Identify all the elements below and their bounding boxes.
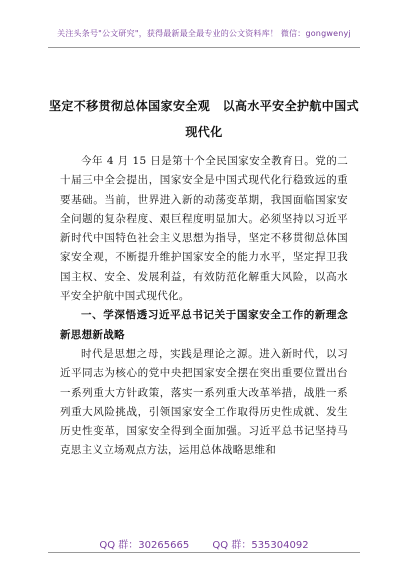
footer-divider: [48, 552, 360, 553]
paragraph-section-1: 时代是思想之母，实践是理论之源。进入新时代，以习近平同志为核心的党中央把国家安全摆在突出重要位置出台一系列重大方针政策，落实一系列重大改革举措，战胜一系列重大风险挑战，引领国家安全工作取得历史性成就、发生历史性变革，国家安全得到全面加强。习近平总书记坚持马克思主义立场观点方法，运用总体战略思维和: [60, 347, 348, 457]
header-divider: [48, 47, 360, 48]
document-title-line-2: 现代化: [185, 125, 223, 139]
page-footer: [0, 536, 408, 550]
footer-qq-group-1: QQ 群：30265665: [99, 540, 190, 551]
footer-qq-group-2: QQ 群：535304092: [212, 540, 309, 551]
page-header: 关注头条号"公文研究"，获得最新最全最专业的公文资料库！ 微信：gongwenyj: [57, 29, 351, 38]
paragraph-intro: 今年 4 月 15 日是第十个全民国家安全教育日。党的二十届三中全会提出，国家安全是中国式现代化行稳致远的重要基础。当前，世界进入新的动荡变革期，我国面临国家安全问题的复杂程度、艰巨程度明显加大。必须坚持以习近平新时代中国特色社会主义思想为指导，坚定不移贯彻总体国家安全观，不断提升维护国家安全的能力水平，坚定捍卫我国主权、安全、发展利益，有效防范化解重大风险，以高水平安全护航中国式现代化。: [60, 155, 348, 303]
document-body: [60, 152, 348, 461]
document-title-line-1: 坚定不移贯彻总体国家安全观 以高水平安全护航中国式: [48, 99, 359, 113]
section-heading-1: 一、学深悟透习近平总书记关于国家安全工作的新理念新思想新战略: [60, 309, 348, 341]
